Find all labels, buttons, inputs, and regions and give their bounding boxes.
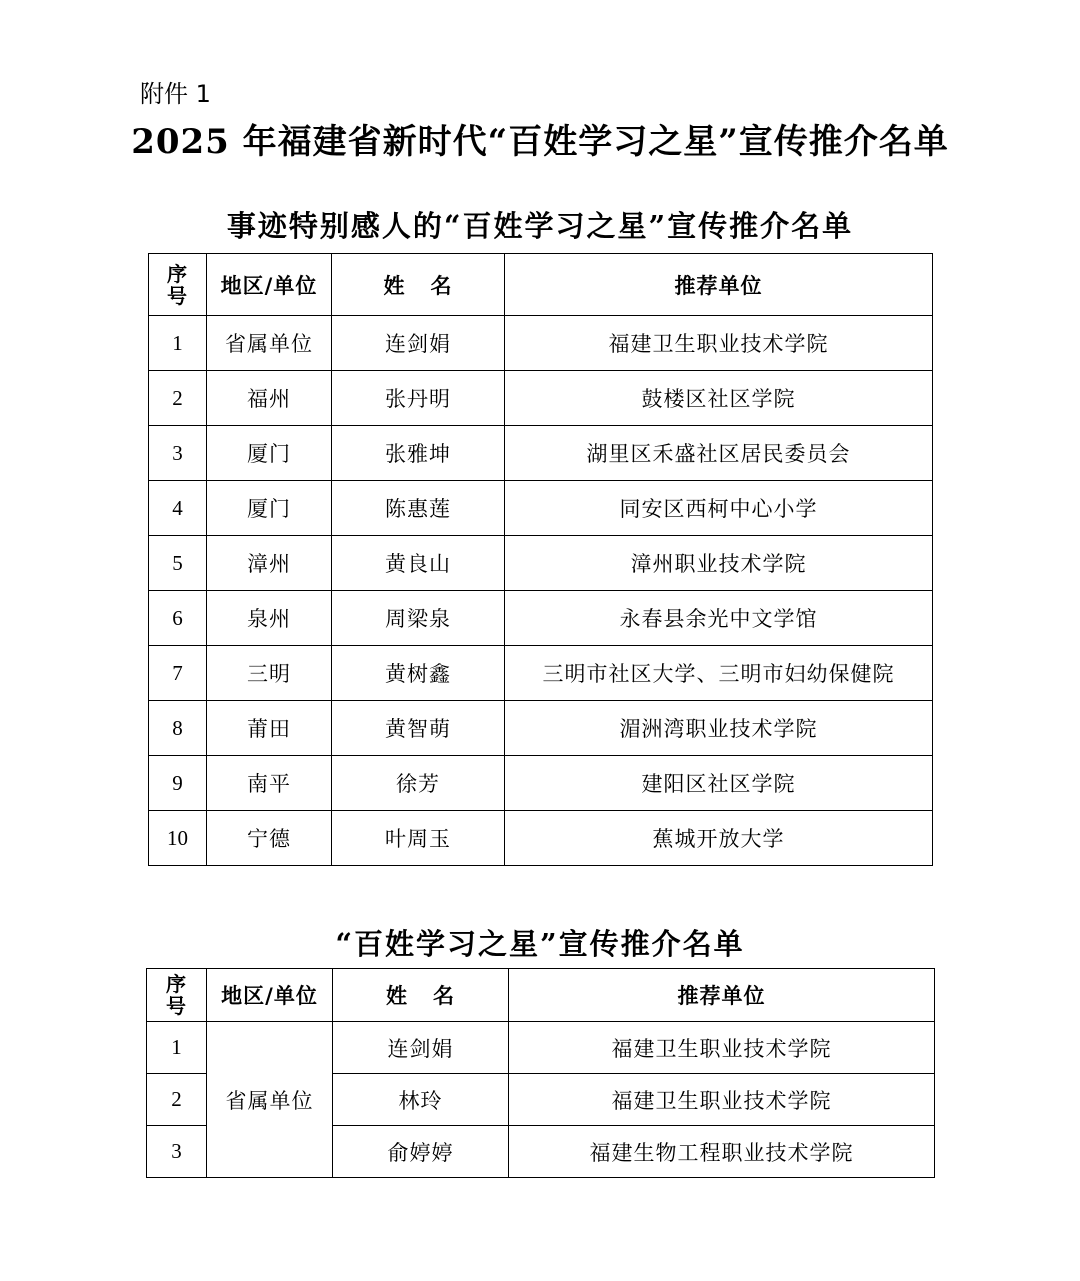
cell-seq: 3 xyxy=(147,1126,207,1178)
table-header-row xyxy=(147,969,935,1022)
cell-name: 黄树鑫 xyxy=(332,646,505,701)
section1-table xyxy=(148,253,933,866)
cell-name: 林玲 xyxy=(333,1074,509,1126)
header-seq: 序 号 xyxy=(149,254,207,316)
table-row xyxy=(149,481,933,536)
table-row xyxy=(149,701,933,756)
page-title: 2025 年福建省新时代“百姓学习之星”宣传推介名单 xyxy=(131,122,949,162)
cell-unit: 蕉城开放大学 xyxy=(505,811,933,866)
cell-unit: 建阳区社区学院 xyxy=(505,756,933,811)
header-name: 姓 名 xyxy=(333,969,509,1022)
header-region: 地区/单位 xyxy=(207,969,333,1022)
cell-unit: 三明市社区大学、三明市妇幼保健院 xyxy=(505,646,933,701)
cell-unit: 漳州职业技术学院 xyxy=(505,536,933,591)
cell-name: 俞婷婷 xyxy=(333,1126,509,1178)
table-header-row xyxy=(149,254,933,316)
table-row xyxy=(149,536,933,591)
cell-name: 陈惠莲 xyxy=(332,481,505,536)
header-region: 地区/单位 xyxy=(207,254,332,316)
cell-name: 徐芳 xyxy=(332,756,505,811)
table-row xyxy=(149,756,933,811)
cell-seq: 10 xyxy=(149,811,207,866)
cell-unit: 福建卫生职业技术学院 xyxy=(509,1022,935,1074)
header-unit: 推荐单位 xyxy=(509,969,935,1022)
cell-seq: 5 xyxy=(149,536,207,591)
cell-seq: 9 xyxy=(149,756,207,811)
cell-unit: 福建卫生职业技术学院 xyxy=(509,1074,935,1126)
cell-unit: 湖里区禾盛社区居民委员会 xyxy=(505,426,933,481)
table-row xyxy=(149,646,933,701)
cell-region: 省属单位 xyxy=(207,316,332,371)
cell-name: 叶周玉 xyxy=(332,811,505,866)
cell-seq: 3 xyxy=(149,426,207,481)
table-row xyxy=(149,811,933,866)
cell-seq: 6 xyxy=(149,591,207,646)
header-unit: 推荐单位 xyxy=(505,254,933,316)
cell-unit: 鼓楼区社区学院 xyxy=(505,371,933,426)
cell-unit: 福建生物工程职业技术学院 xyxy=(509,1126,935,1178)
cell-seq: 7 xyxy=(149,646,207,701)
cell-region: 南平 xyxy=(207,756,332,811)
section2-title: “百姓学习之星”宣传推介名单 xyxy=(335,927,745,961)
cell-name: 连剑娟 xyxy=(333,1022,509,1074)
cell-unit: 同安区西柯中心小学 xyxy=(505,481,933,536)
cell-name: 张丹明 xyxy=(332,371,505,426)
cell-unit: 永春县余光中文学馆 xyxy=(505,591,933,646)
cell-seq: 2 xyxy=(147,1074,207,1126)
table-row xyxy=(149,426,933,481)
header-seq: 序 号 xyxy=(147,969,207,1022)
cell-name: 黄智萌 xyxy=(332,701,505,756)
cell-region: 漳州 xyxy=(207,536,332,591)
table-row xyxy=(149,371,933,426)
cell-name: 黄良山 xyxy=(332,536,505,591)
table-row xyxy=(149,316,933,371)
cell-region: 厦门 xyxy=(207,481,332,536)
cell-unit: 福建卫生职业技术学院 xyxy=(505,316,933,371)
cell-name: 周梁泉 xyxy=(332,591,505,646)
cell-name: 连剑娟 xyxy=(332,316,505,371)
cell-unit: 湄洲湾职业技术学院 xyxy=(505,701,933,756)
cell-region: 福州 xyxy=(207,371,332,426)
cell-region: 厦门 xyxy=(207,426,332,481)
header-name: 姓 名 xyxy=(332,254,505,316)
section2-table xyxy=(146,968,935,1178)
cell-seq: 2 xyxy=(149,371,207,426)
table-row xyxy=(149,591,933,646)
cell-region: 宁德 xyxy=(207,811,332,866)
section1-title: 事迹特别感人的“百姓学习之星”宣传推介名单 xyxy=(226,209,854,243)
cell-region: 莆田 xyxy=(207,701,332,756)
table-row xyxy=(147,1022,935,1074)
cell-region: 泉州 xyxy=(207,591,332,646)
cell-seq: 8 xyxy=(149,701,207,756)
cell-seq: 4 xyxy=(149,481,207,536)
cell-seq: 1 xyxy=(149,316,207,371)
attachment-label: 附件 1 xyxy=(140,80,211,108)
cell-region: 三明 xyxy=(207,646,332,701)
cell-seq: 1 xyxy=(147,1022,207,1074)
cell-name: 张雅坤 xyxy=(332,426,505,481)
cell-region-merged: 省属单位 xyxy=(207,1022,333,1178)
